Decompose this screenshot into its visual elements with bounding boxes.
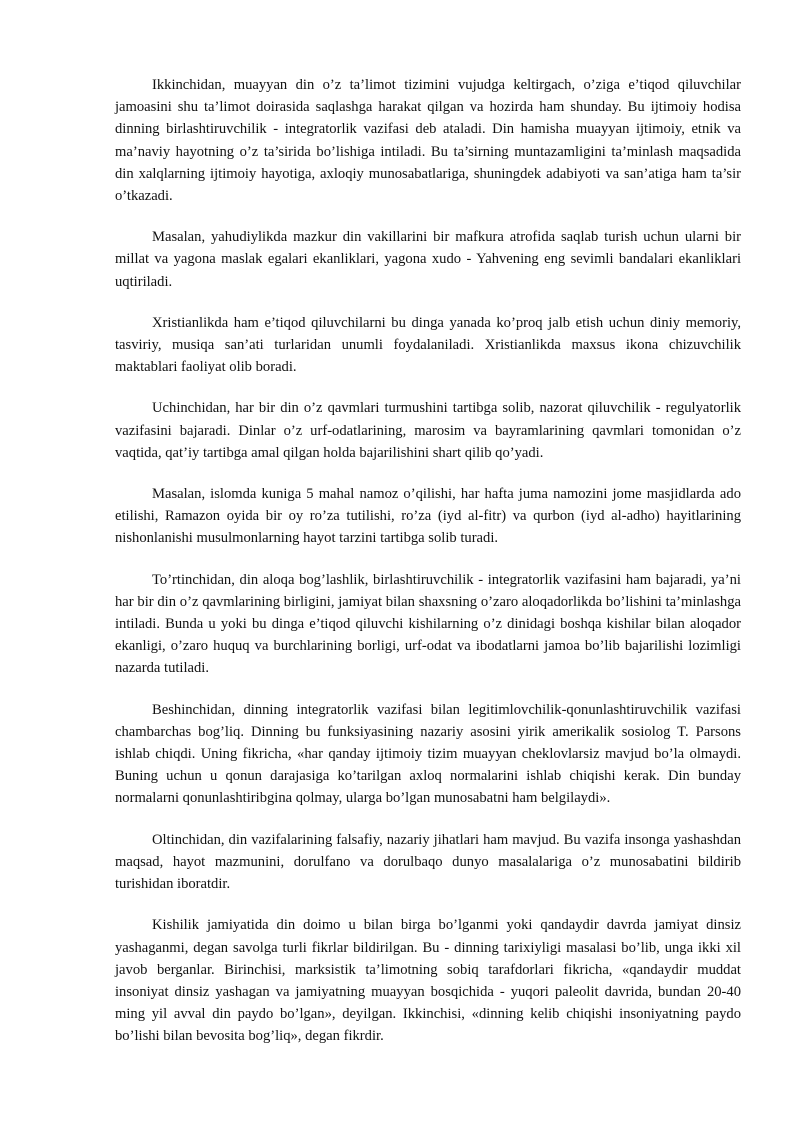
paragraph-6: To’rtinchidan, din aloqa bog’lashlik, birlashtiruvchilik - integratorlik vazifasini ham bajaradi, ya’ni har bir din o’z qavmlarining birligini, jamiyat bilan shaxsning o’zaro aloqadorlikda bo’lishini ta’minlashga intiladi. Bunda u yoki bu dinga e’tiqod qiluvchi kishilarning o’z dinidagi boshqa kishilar bilan aloqador ekanligi, o’zaro huquq va burchlarining borligi, urf-odat va ibodatlarni jamoa bo’lib bajarilishi lozimligi nazarda tutiladi. <box>115 571 741 677</box>
paragraph-2: Masalan, yahudiylikda mazkur din vakillarini bir mafkura atrofida saqlab turish uchun ularni bir millat va yagona maslak egalari ekanliklari, yagona xudo - Yahvening eng sevimli bandalari ekanliklari uqtiriladi. <box>115 229 741 290</box>
paragraph-1: Ikkinchidan, muayyan din o’z ta’limot tizimini vujudga keltirgach, o’ziga e’tiqod qiluvchilar jamoasini shu ta’limot doirasida saqlashga harakat qilgan va hozirda ham shunday. Bu ijtimoiy hodisa dinning birlashtiruvchilik - integratorlik vazifasi deb ataladi. Din hamisha muayyan ijtimoiy, etnik va ma’naviy hayotning o’z ta’sirida bo’lishiga intiladi. Bu ta’sirning muntazamligini ta’minlash maqsadida din xalqlarning ijtimoiy hayotiga, axloqiy munosabatlariga, shuningdek adabiyoti va san’atiga ham ta’sir o’tkazadi. <box>115 77 741 205</box>
paragraph-9: Kishilik jamiyatida din doimo u bilan birga bo’lganmi yoki qandaydir davrda jamiyat dinsiz yashaganmi, degan savolga turli fikrlar bildirilgan. Bu - dinning tarixiyligi masalasi bo’lib, unga ikki xil javob berganlar. Birinchisi, marksistik ta’limotning sobiq tarafdorlari fikricha, «qandaydir muddat insoniyat dinsiz yashagan va jamiyatning muayyan bosqichida - yuqori paleolit davrida, bundan 20-40 ming yil avval din paydo bo’lgan», deyilgan. Ikkinchisi, «dinning kelib chiqishi insoniyatning paydo bo’lishi bilan bevosita bog’liq», degan fikrdir. <box>115 917 741 1045</box>
paragraph-7: Beshinchidan, dinning integratorlik vazifasi bilan legitimlovchilik-qonunlashtiruvchilik vazifasi chambarchas bog’liq. Dinning bu funksiyasining nazariy asosini yirik amerikalik sosiolog T. Parsons ishlab chiqdi. Uning fikricha, «har qanday ijtimoiy tizim muayyan cheklovlarsiz mavjud bo’la olmaydi. Buning uchun u qonun darajasiga ko’tarilgan axloq normalarini ishlab chiqishi kerak. Din bunday normalarni qonunlashtiribgina qolmay, ularga bo’lgan munosabatni ham belgilaydi». <box>115 701 741 807</box>
paragraph-8: Oltinchidan, din vazifalarining falsafiy, nazariy jihatlari ham mavjud. Bu vazifa insonga yashashdan maqsad, hayot mazmunini, dorulfano va dorulbaqo dunyo masalalariga o’z munosabatini bildirib turishidan iboratdir. <box>115 831 741 893</box>
paragraph-3: Xristianlikda ham e’tiqod qiluvchilarni bu dinga yanada ko’proq jalb etish uchun diniy memoriy, tasviriy, musiqa san’ati turlaridan unumli foydalaniladi. Xristianlikda maxsus ikona chizuvchilik maktablari faoliyat olib boradi. <box>115 314 741 376</box>
paragraph-4: Uchinchidan, har bir din o’z qavmlari turmushini tartibga solib, nazorat qiluvchilik - regulyatorlik vazifasini bajaradi. Dinlar o’z urf-odatlarining, marosim va bayramlarining qavmlari tomonidan o’z vaqtida, qat’iy tartibga amal qilgan holda bajarilishini shart qilib qo’yadi. <box>115 400 741 461</box>
document-page <box>115 74 741 1048</box>
paragraph-5: Masalan, islomda kuniga 5 mahal namoz o’qilishi, har hafta juma namozini jome masjidlarda ado etilishi, Ramazon oyida bir oy ro’za tutilishi, ro’za (iyd al-fitr) va qurbon (iyd al-adho) hayitlarining nishonlanishi musulmonlarning hayot tarzini tartibga solib turadi. <box>115 486 741 547</box>
